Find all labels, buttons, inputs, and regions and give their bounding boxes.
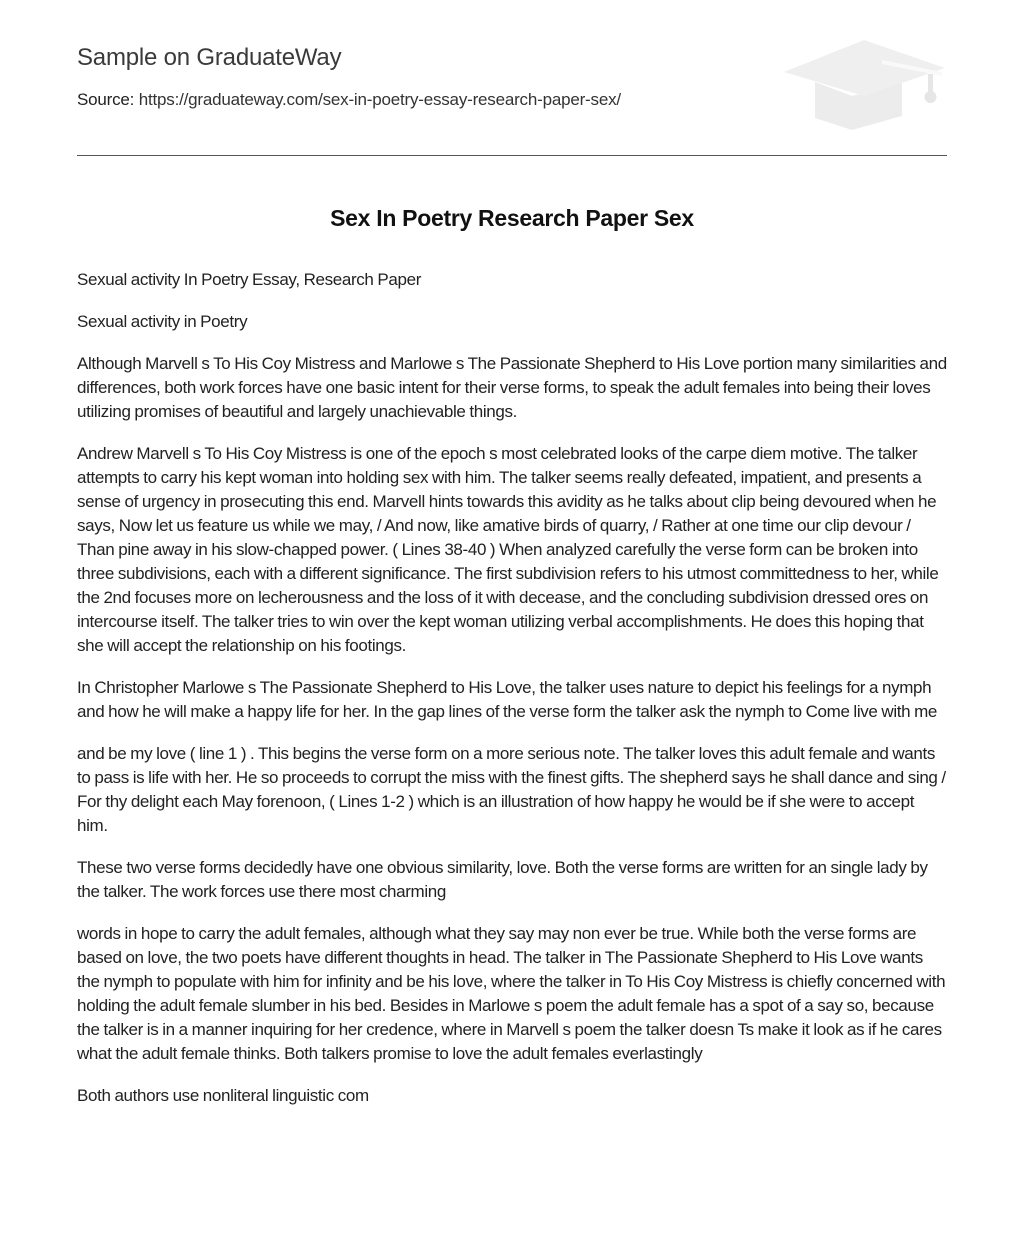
site-title: Sample on GraduateWay: [77, 44, 342, 71]
document-title: Sex In Poetry Research Paper Sex: [330, 205, 694, 231]
paragraph: Sexual activity in Poetry: [77, 312, 248, 331]
header-divider: [77, 155, 947, 156]
paragraph: and be my love ( line 1 ) . This begins the verse form on a more serious note. The talker loves this adult female and wants to pass is life with her. He so proceeds to corrupt the miss with the finest gifts. The shepherd says he shall dance and sing / For thy delight each May forenoon, ( Lines 1-2 ) which is an illustration of how happy he would be if she were to accept him.: [77, 744, 946, 835]
paragraph: Andrew Marvell s To His Coy Mistress is one of the epoch s most celebrated looks of the carpe diem motive. The talker attempts to carry his kept woman into holding sex with him. The talker seems really defeated, impatient, and presents a sense of urgency in prosecuting this end. Marvell hints towards this avidity as he talks about clip being devoured when he says, Now let us feature us while we may, / And now, like amative birds of quarry, / Rather at one time our clip devour / Than pine away in his slow-chapped power. ( Lines 38-40 ) When analyzed carefully the verse form can be broken into three subdivisions, each with a different significance. The first subdivision refers to his utmost committedness to her, while the 2nd focuses more on lecherousness and the loss of it with decease, and the concluding subdivision dressed ores on intercourse itself. The talker tries to win over the kept woman utilizing verbal accomplishments. He does this hoping that she will accept the relationship on his footings.: [77, 444, 939, 655]
paragraph: Both authors use nonliteral linguistic com: [77, 1086, 369, 1105]
page-header: [77, 0, 947, 156]
source-link[interactable]: https://graduateway.com/sex-in-poetry-essay-research-paper-sex/: [138, 90, 621, 109]
paragraph: Although Marvell s To His Coy Mistress and Marlowe s The Passionate Shepherd to His Love portion many similarities and differences, both work forces have one basic intent for their verse forms, to speak the adult females into being their loves utilizing promises of beautiful and largely unachievable things.: [77, 354, 947, 421]
graduation-cap-icon: [782, 30, 947, 132]
source-label: Source:: [77, 90, 135, 109]
paragraph: words in hope to carry the adult females, although what they say may non ever be true. While both the verse forms are based on love, the two poets have different thoughts in head. The talker in The Passionate Shepherd to His Love wants the nymph to populate with him for infinity and be his love, where the talker in To His Coy Mistress is chiefly concerned with holding the adult female slumber in his bed. Besides in Marlowe s poem the adult female has a spot of a say so, because the talker is in a manner inquiring for her credence, where in Marvell s poem the talker doesn Ts make it look as if he cares what the adult female thinks. Both talkers promise to love the adult females everlastingly: [77, 924, 946, 1063]
paragraph: Sexual activity In Poetry Essay, Research Paper: [77, 270, 422, 289]
paragraph: In Christopher Marlowe s The Passionate Shepherd to His Love, the talker uses nature to depict his feelings for a nymph and how he will make a happy life for her. In the gap lines of the verse form the talker ask the nymph to Come live with me: [77, 678, 938, 721]
paragraph: These two verse forms decidedly have one obvious similarity, love. Both the verse forms are written for an single lady by the talker. The work forces use there most charming: [77, 858, 928, 901]
document-body: [77, 268, 947, 1126]
source-line: [77, 90, 621, 110]
